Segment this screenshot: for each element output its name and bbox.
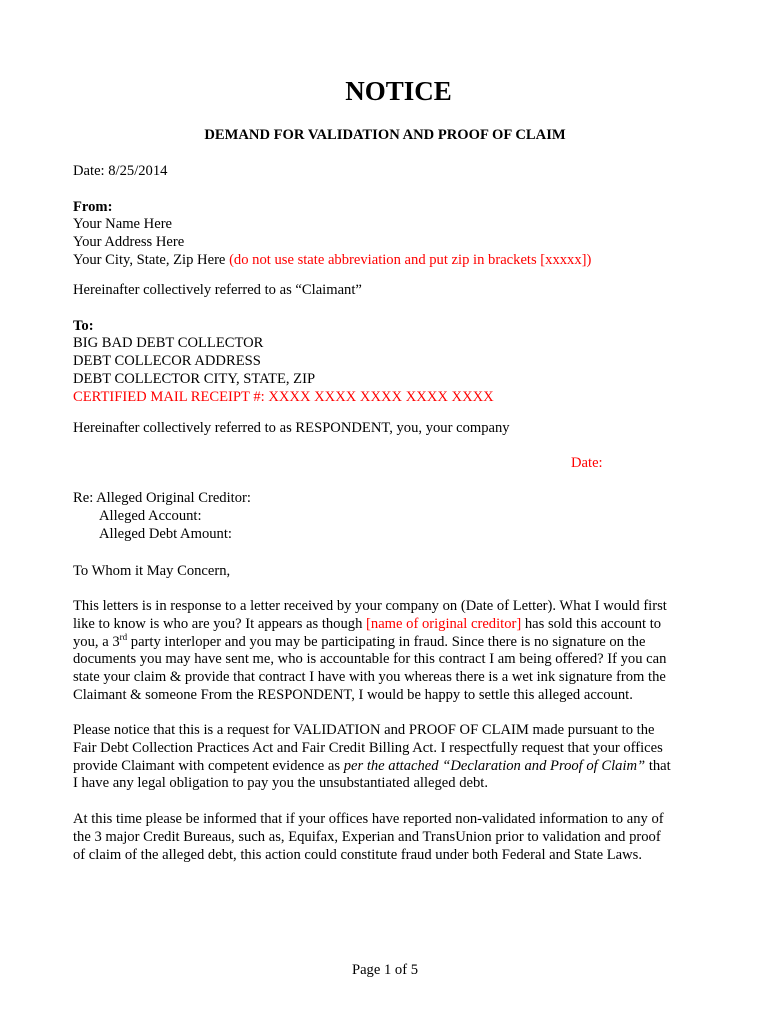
page-number: Page 1 of 5 [351,962,419,978]
from-heading: From: [73,199,113,215]
respondent-referred: Hereinafter collectively referred to as RESPONDENT, you, your company [73,420,510,436]
salutation: To Whom it May Concern, [73,563,231,579]
right-date-label: Date: [571,455,603,471]
from-address: Your Address Here [73,234,185,250]
paragraph-line: provide Claimant with competent evidence as per the attached “Declaration and Proof of Claim” that [73,757,671,774]
certified-mail-receipt: CERTIFIED MAIL RECEIPT #: XXXX XXXX XXXX XXXX XXXX [73,389,494,405]
re-alleged-debt-amount: Alleged Debt Amount: [99,526,232,542]
claimant-referred: Hereinafter collectively referred to as “Claimant” [73,282,362,298]
paragraph-line: state your claim & provide that contract I have with you whereas there is a wet ink signature from the [73,669,666,686]
original-creditor-placeholder: [name of original creditor] [366,615,522,632]
to-heading: To: [73,318,94,334]
to-city: DEBT COLLECTOR CITY, STATE, ZIP [73,371,316,387]
page-subtitle: DEMAND FOR VALIDATION AND PROOF OF CLAIM [204,127,566,143]
paragraph-line: This letters is in response to a letter received by your company on (Date of Letter). What I would first [73,598,667,614]
page-title: NOTICE [345,76,452,106]
ordinal-suffix: rd [119,631,128,642]
to-address: DEBT COLLECOR ADDRESS [73,353,261,369]
paragraph-line: documents you may have sent me, who is accountable for this contract I am being offered? If you can [73,651,667,668]
paragraph-3 [73,810,698,863]
paragraph-line: Claimant & someone From the RESPONDENT, I would be happy to settle this alleged account. [73,686,633,703]
from-name: Your Name Here [73,216,173,232]
paragraph-1 [73,597,698,704]
declaration-reference: per the attached “Declaration and Proof of Claim” [343,757,646,774]
paragraph-2 [73,721,698,792]
paragraph-line: you, a 3rd party interloper and you may be participating in fraud. Since there is no signature on the [73,631,646,650]
paragraph-line: I have any legal obligation to pay you the unsubstantiated alleged debt. [73,775,488,792]
paragraph-line: the 3 major Credit Bureaus, such as, Equifax, Experian and TransUnion prior to validation and proof [73,828,661,845]
to-name: BIG BAD DEBT COLLECTOR [73,335,264,351]
paragraph-line: Please notice that this is a request for VALIDATION and PROOF OF CLAIM made pursuant to the [73,722,655,738]
from-city-note: (do not use state abbreviation and put zip in brackets [xxxxx]) [229,252,592,268]
date-line: Date: 8/25/2014 [73,163,168,179]
re-original-creditor: Re: Alleged Original Creditor: [73,490,251,506]
re-alleged-account: Alleged Account: [99,508,202,524]
from-city: Your City, State, Zip Here [73,252,230,268]
paragraph-line: At this time please be informed that if your offices have reported non-validated information to any of [73,811,664,827]
paragraph-line: of claim of the alleged debt, this action could constitute fraud under both Federal and State Laws. [73,846,642,863]
paragraph-line: Fair Debt Collection Practices Act and Fair Credit Billing Act. I respectfully request that your offices [73,739,663,756]
from-city-line [73,251,591,269]
paragraph-line: like to know is who are you? It appears as though [name of original creditor] has sold this account to [73,615,662,632]
